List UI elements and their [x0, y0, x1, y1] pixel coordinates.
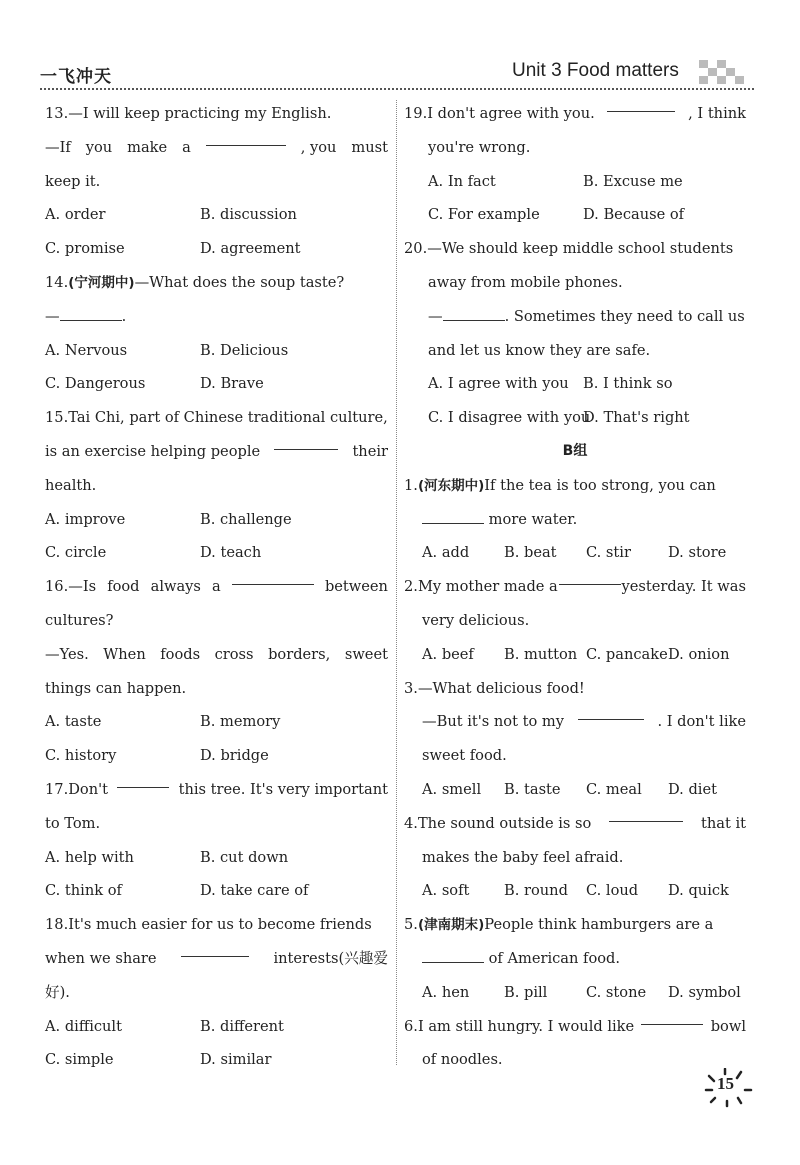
q16-options-ab — [45, 705, 388, 739]
q19-line2: you're wrong. — [428, 138, 531, 156]
b5-line1: 5.(津南期末)People think hamburgers are a — [404, 916, 714, 934]
page-number — [703, 1068, 753, 1108]
option-d[interactable]: D. diet — [668, 780, 717, 798]
q16-options-cd — [45, 739, 388, 773]
option-c[interactable]: C. think of — [45, 882, 122, 900]
option-a[interactable]: A. order — [45, 206, 106, 224]
q15-line1: 15.Tai Chi, part of Chinese traditional culture, — [45, 409, 388, 427]
option-d[interactable]: D. take care of — [200, 882, 309, 900]
q19-options-cd — [404, 198, 746, 232]
option-a[interactable]: A. help with — [45, 848, 134, 866]
q17-options-cd — [45, 874, 388, 908]
option-b[interactable]: B. challenge — [200, 510, 292, 528]
source-tag: (津南期末) — [417, 917, 485, 934]
option-d[interactable]: D. store — [668, 544, 727, 562]
b2-options — [404, 638, 746, 672]
b4-options — [404, 874, 746, 908]
option-c[interactable]: C. meal — [586, 780, 642, 798]
q14-options-cd — [45, 367, 388, 401]
option-b[interactable]: B. beat — [504, 544, 557, 562]
q16-line4: things can happen. — [45, 679, 187, 697]
option-c[interactable]: C. Dangerous — [45, 375, 146, 393]
source-tag: (河东期中) — [417, 477, 485, 494]
q13-options-ab — [45, 198, 388, 232]
option-b[interactable]: B. taste — [504, 780, 561, 798]
option-d[interactable]: D. Because of — [583, 206, 685, 224]
answer-blank[interactable] — [206, 131, 286, 146]
option-b[interactable]: B. cut down — [200, 848, 289, 866]
option-b[interactable]: B. Delicious — [200, 341, 289, 359]
b5-line2: of American food. — [404, 942, 746, 976]
option-a[interactable]: A. add — [422, 544, 470, 562]
option-b[interactable]: B. mutton — [504, 645, 578, 663]
q16-line1: 16.—Is food always a between — [45, 570, 388, 604]
option-a[interactable]: A. beef — [422, 645, 474, 663]
q20-line4: and let us know they are safe. — [428, 341, 651, 359]
option-a[interactable]: A. I agree with you — [428, 375, 569, 393]
answer-blank[interactable] — [422, 948, 484, 963]
q19-line1: 19.I don't agree with you. , I think — [404, 97, 746, 131]
option-d[interactable]: D. similar — [200, 1051, 272, 1069]
b1-options — [404, 536, 746, 570]
answer-blank[interactable] — [274, 435, 338, 450]
option-b[interactable]: B. I think so — [583, 375, 673, 393]
q19-options-ab — [404, 165, 746, 199]
b6-line1: 6.I am still hungry. I would like bowl — [404, 1010, 746, 1044]
q13-line3: keep it. — [45, 172, 101, 190]
b3-options — [404, 773, 746, 807]
option-c[interactable]: C. circle — [45, 544, 107, 562]
option-a[interactable]: A. Nervous — [45, 341, 128, 359]
b3-line2: —But it's not to my . I don't like — [404, 705, 746, 739]
option-d[interactable]: D. That's right — [583, 409, 690, 427]
option-d[interactable]: D. bridge — [200, 747, 269, 765]
option-a[interactable]: A. In fact — [428, 172, 496, 190]
q17-line2: to Tom. — [45, 814, 101, 832]
option-c[interactable]: C. I disagree with you — [428, 409, 591, 427]
right-column — [404, 97, 746, 1077]
q18-line3: 好). — [45, 983, 70, 1001]
header-divider — [40, 88, 754, 90]
q20-line3: — . Sometimes they need to call us — [428, 307, 745, 325]
q16-line2: cultures? — [45, 611, 114, 629]
option-b[interactable]: B. pill — [504, 983, 548, 1001]
group-b-title: B组 — [562, 442, 588, 459]
q17-line1: 17.Don't this tree. It's very important — [45, 773, 388, 807]
left-column — [45, 97, 388, 1077]
option-c[interactable]: C. promise — [45, 240, 125, 258]
option-d[interactable]: D. Brave — [200, 375, 264, 393]
b2-line2: very delicious. — [422, 611, 530, 629]
answer-blank[interactable] — [609, 807, 683, 822]
q16-line3: —Yes. When foods cross borders, sweet — [45, 645, 388, 663]
b4-line1: 4.The sound outside is so that it — [404, 807, 746, 841]
page-header — [0, 0, 800, 100]
q17-options-ab — [45, 841, 388, 875]
answer-blank[interactable] — [443, 306, 505, 321]
option-a[interactable]: A. soft — [422, 882, 470, 900]
answer-blank[interactable] — [181, 942, 249, 957]
q20-line2: away from mobile phones. — [428, 273, 623, 291]
brand-logo: 一飞冲天 — [40, 67, 112, 87]
answer-blank[interactable] — [422, 509, 484, 524]
option-a[interactable]: A. smell — [422, 780, 482, 798]
q15-options-cd — [45, 536, 388, 570]
answer-blank[interactable] — [60, 306, 122, 321]
q18-line1: 18.It's much easier for us to become friends — [45, 916, 372, 934]
option-c[interactable]: C. pancake — [586, 645, 668, 663]
option-a[interactable]: A. improve — [45, 510, 126, 528]
q20-line1: 20.—We should keep middle school students — [404, 240, 734, 258]
q13-line1: 13.—I will keep practicing my English. — [45, 105, 332, 122]
q13-line2: —If you make a , you must — [45, 131, 388, 165]
option-d[interactable]: D. onion — [668, 645, 730, 663]
b2-line1: 2.My mother made a yesterday. It was — [404, 570, 746, 604]
q20-options-ab — [404, 367, 746, 401]
option-c[interactable]: C. stir — [586, 544, 631, 562]
answer-blank[interactable] — [641, 1010, 703, 1025]
answer-blank[interactable] — [232, 570, 314, 585]
option-a[interactable]: A. difficult — [45, 1017, 122, 1035]
option-b[interactable]: B. Excuse me — [583, 172, 683, 190]
q20-options-cd — [404, 401, 746, 435]
option-a[interactable]: A. hen — [422, 983, 470, 1001]
q14-line2: — . — [45, 307, 127, 325]
q18-options-ab — [45, 1010, 388, 1044]
option-a[interactable]: A. taste — [45, 713, 102, 731]
b3-line1: 3.—What delicious food! — [404, 679, 585, 697]
answer-blank[interactable] — [117, 773, 169, 788]
option-c[interactable]: C. loud — [586, 882, 639, 900]
q14-options-ab — [45, 334, 388, 368]
q15-line3: health. — [45, 476, 97, 494]
answer-blank[interactable] — [559, 570, 621, 585]
q14-line1: 14.(宁河期中)—What does the soup taste? — [45, 273, 345, 291]
checker-decoration-icon — [697, 58, 747, 86]
q15-line2: is an exercise helping people their — [45, 435, 388, 469]
b5-options — [404, 976, 746, 1010]
option-c[interactable]: C. simple — [45, 1051, 114, 1069]
option-b[interactable]: B. different — [200, 1017, 284, 1035]
option-c[interactable]: C. history — [45, 747, 117, 765]
option-d[interactable]: D. agreement — [200, 240, 301, 258]
source-tag: (宁河期中) — [68, 274, 135, 291]
column-divider — [396, 100, 397, 1065]
unit-title: Unit 3 Food matters — [512, 60, 679, 81]
option-b[interactable]: B. discussion — [200, 206, 297, 224]
q18-options-cd — [45, 1043, 388, 1077]
option-d[interactable]: D. quick — [668, 882, 729, 900]
option-b[interactable]: B. round — [504, 882, 568, 900]
answer-blank[interactable] — [607, 97, 675, 112]
option-d[interactable]: D. symbol — [668, 983, 741, 1001]
answer-blank[interactable] — [578, 705, 644, 720]
option-d[interactable]: D. teach — [200, 544, 262, 562]
b1-line1: 1.(河东期中)If the tea is too strong, you can — [404, 476, 716, 494]
b3-line3: sweet food. — [422, 747, 507, 765]
option-b[interactable]: B. memory — [200, 713, 281, 731]
option-c[interactable]: C. stone — [586, 983, 647, 1001]
page-number-text: 15 — [717, 1074, 734, 1093]
option-c[interactable]: C. For example — [428, 206, 540, 224]
q15-options-ab — [45, 503, 388, 537]
b6-line2: of noodles. — [422, 1051, 503, 1069]
b1-line2: more water. — [404, 503, 746, 537]
q13-options-cd — [45, 232, 388, 266]
b4-line2: makes the baby feel afraid. — [422, 848, 624, 866]
q18-line2: when we share interests(兴趣爱 — [45, 942, 388, 976]
